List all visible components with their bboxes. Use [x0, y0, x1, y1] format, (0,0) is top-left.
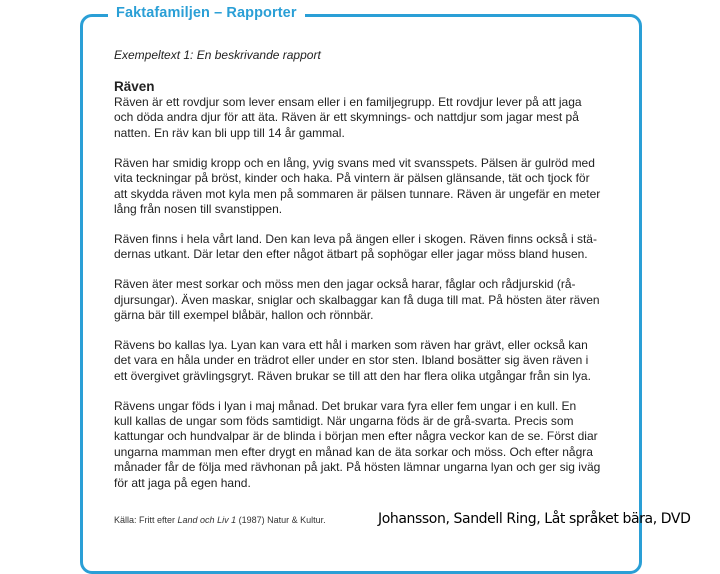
example-subtitle: Exempeltext 1: En beskrivande rapport: [114, 48, 321, 62]
paragraph: [114, 156, 614, 218]
text-line: dernas utkant. Där letar den efter något ätbart på sophögar eller jagar möss bland husen.: [114, 247, 588, 262]
text-line: lång från nosen till svanstippen.: [114, 201, 283, 216]
report-heading: Räven: [114, 79, 155, 94]
text-line: ett övergivet grävlingsgryt. Räven brukar se till att den har flera olika utgångar från sin lya.: [114, 368, 591, 383]
text-line: månader får de följa med rävhonan på jakt. På hösten lämnar ungarna lyan och ger sig iväg: [114, 460, 601, 475]
text-line: kull kallas de ungar som föds samtidigt. När ungarna föds är de grå-svarta. Precis som: [114, 414, 574, 428]
text-line: natten. En räv kan bli upp till 14 år gammal.: [114, 125, 345, 140]
paragraph: [114, 95, 614, 141]
text-line: för att jaga på egen hand.: [114, 475, 251, 490]
text-line: vita teckningar på bröst, kinder och haka. På vintern är pälsen glänsande, tät och tjock för: [114, 171, 590, 186]
text-line: Räven har smidig kropp och en lång, yvig svans med vit svansspets. Pälsen är gulröd med: [114, 155, 595, 170]
text-line: ungarna mamman men efter drygt en månad kan de äta sorkar och möss. Och efter några: [114, 444, 593, 459]
source-suffix: (1987) Natur & Kultur.: [236, 515, 326, 525]
paragraph: [114, 277, 614, 323]
frame-title: [108, 4, 305, 22]
text-line: gärna bär till exempel blåbär, hallon och rönnbär.: [114, 307, 374, 322]
document-content: [114, 48, 614, 506]
source-prefix: Källa: Fritt efter: [114, 515, 178, 525]
text-line: och döda andra djur för att äta. Räven är ett skymnings- och nattdjur som jagar mest på: [114, 110, 579, 125]
source-book-title: Land och Liv 1: [177, 515, 237, 525]
text-line: djursungar). Även maskar, sniglar och skalbaggar kan få duga till mat. På hösten äter räven: [114, 292, 600, 307]
text-line: Räven finns i hela vårt land. Den kan leva på ängen eller i skogen. Räven finns också i stä-: [114, 231, 597, 246]
text-line: att skydda räven mot kyla men på sommaren är pälsen tunnare. Räven är ungefär en meter: [114, 186, 601, 201]
source-citation: [114, 515, 326, 525]
paragraph: [114, 232, 614, 263]
report-body: [114, 95, 614, 491]
text-line: Rävens bo kallas lya. Lyan kan vara ett hål i marken som räven har grävt, eller också kan: [114, 337, 588, 352]
text-line: Räven är ett rovdjur som lever ensam eller i en familjegrupp. Ett rovdjur lever på att jaga: [114, 95, 582, 109]
text-line: kattungar och hundvalpar är de blinda i början men efter några veckor kan de se. Först diar: [114, 429, 598, 444]
text-line: Rävens ungar föds i lyan i maj månad. Det brukar vara fyra eller fem ungar i en kull. En: [114, 398, 577, 413]
document-series-title: Faktafamiljen – Rapporter: [116, 5, 297, 21]
paragraph: [114, 338, 614, 384]
paragraph: [114, 399, 614, 491]
text-line: det vara en håla under en trädrot eller under en stor sten. Ibland bosätter sig även räven i: [114, 353, 589, 368]
slide-caption: Johansson, Sandell Ring, Låt språket bära, DVD: [378, 511, 691, 527]
text-line: Räven äter mest sorkar och möss men den jagar också harar, fåglar och rådjurskid (rå-: [114, 277, 576, 292]
